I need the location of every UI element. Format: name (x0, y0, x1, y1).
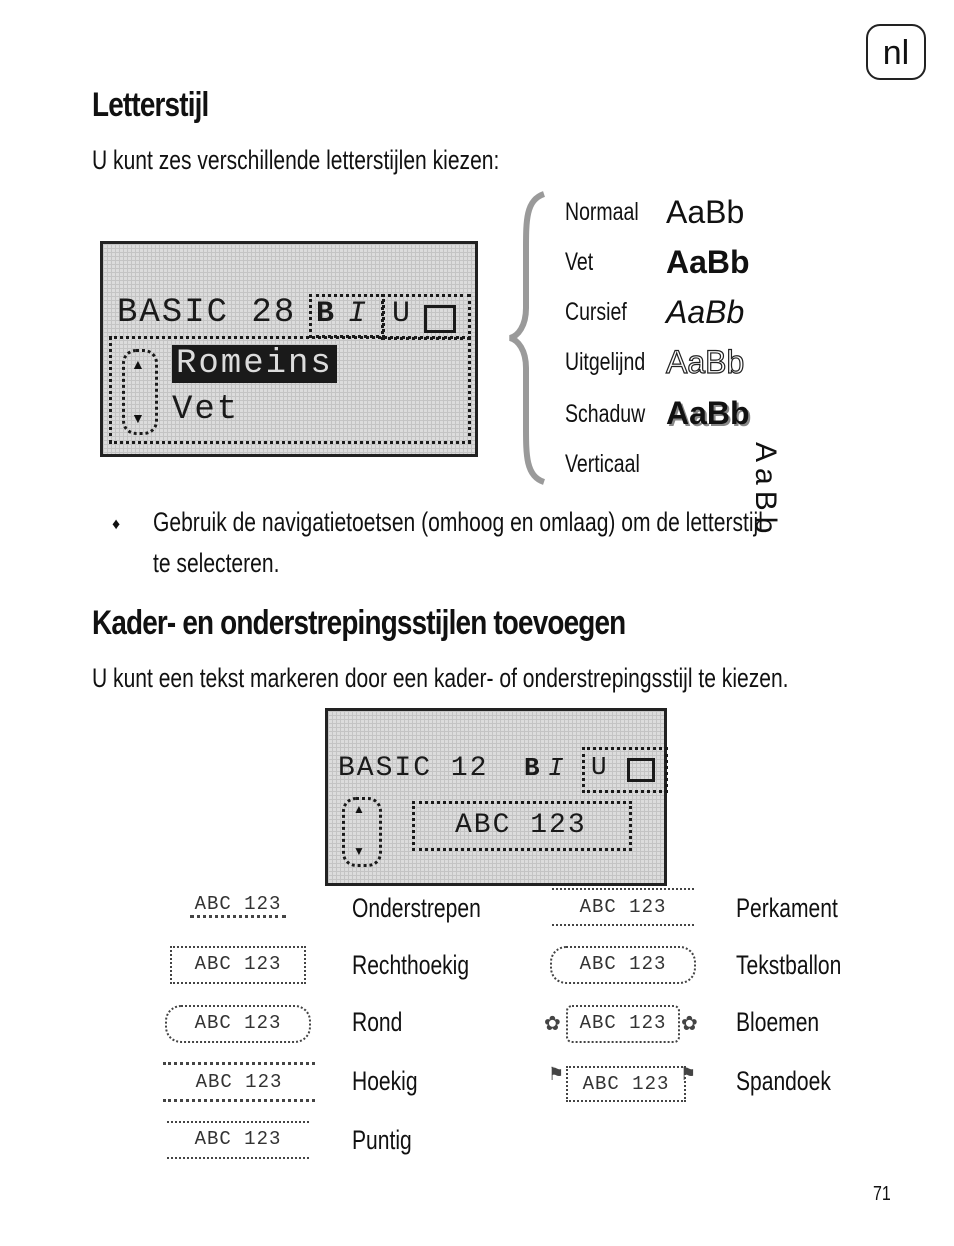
style-sample-normaal: AaBb (666, 194, 745, 230)
page-number: 71 (873, 1183, 891, 1205)
frame-label-spandoek: Spandoek (736, 1066, 831, 1096)
frame-label-puntig: Puntig (352, 1125, 412, 1155)
section2-intro: U kunt een tekst markeren door een kader- of onderstrepingsstijl te kiezen. (92, 663, 789, 693)
lcd-scroll-indicator: ▲ ▼ (122, 349, 158, 435)
style-sample-cursief: AaBb (666, 294, 745, 330)
style-label-vet: Vet (565, 248, 594, 276)
lcd-menu-box (109, 336, 471, 444)
frame-label-perkament: Perkament (736, 893, 838, 923)
lcd2-sample-text: ABC 123 (455, 810, 587, 841)
lcd-frame-icons: U (381, 294, 471, 340)
flower-left-icon: ✿ (544, 1013, 561, 1035)
lcd2-scroll-indicator: ▲ ▼ (342, 797, 382, 867)
frame-sample-rechthoekig: ABC 123 (170, 946, 306, 984)
lcd-screen-frame-style (325, 708, 667, 886)
frame-label-hoekig: Hoekig (352, 1066, 418, 1096)
frame-label-tekstballon: Tekstballon (736, 950, 842, 980)
bullet-icon: ♦ (112, 516, 121, 533)
style-sample-schaduw: AaBb (666, 395, 750, 431)
language-badge: nl (866, 24, 926, 80)
frame-label-rechthoekig: Rechthoekig (352, 950, 470, 980)
lcd2-top-line: BASIC 12 (338, 753, 489, 784)
lcd-font-style-icons: B I (309, 294, 385, 338)
section-title-letterstijl: Letterstijl (92, 86, 209, 124)
frame-sample-perkament: ABC 123 (552, 888, 694, 926)
style-sample-uitgelijnd: AaBb (666, 344, 745, 380)
frame-sample-puntig: ABC 123 (167, 1121, 309, 1159)
style-sample-vet: AaBb (666, 244, 750, 280)
style-label-verticaal: Verticaal (565, 450, 640, 478)
section1-intro: U kunt zes verschillende letterstijlen kiezen: (92, 145, 500, 175)
style-label-uitgelijnd: Uitgelijnd (565, 348, 646, 376)
style-label-normaal: Normaal (565, 198, 639, 226)
banner-right-icon: ⚑ (680, 1064, 697, 1084)
frame-label-onderstrepen: Onderstrepen (352, 893, 481, 923)
lcd-second-option: Vet (172, 391, 240, 429)
banner-left-icon: ⚑ (548, 1064, 565, 1084)
frame-sample-spandoek: ABC 123 (566, 1066, 686, 1102)
lcd-top-line: BASIC 28 (117, 294, 297, 332)
frame-sample-tekstballon: ABC 123 (550, 946, 696, 984)
flower-right-icon: ✿ (681, 1013, 698, 1035)
frame-label-bloemen: Bloemen (736, 1007, 820, 1037)
instruction-line-1: Gebruik de navigatietoetsen (omhoog en omlaag) om de letterstijl (153, 507, 763, 537)
frame-label-rond: Rond (352, 1007, 403, 1037)
frame-sample-hoekig: ABC 123 (163, 1062, 315, 1102)
lcd-selected-option: Romeins (172, 345, 337, 383)
lcd-screen-font-style (100, 241, 478, 457)
lcd2-font-style-icons: B I (524, 753, 566, 783)
style-label-cursief: Cursief (565, 298, 627, 326)
style-sample-verticaal: AaBb (749, 442, 782, 540)
style-label-schaduw: Schaduw (565, 400, 646, 428)
frame-sample-onderstrepen: ABC 123 (190, 893, 286, 918)
section-title-kader: Kader- en onderstrepingsstijlen toevoegen (92, 604, 626, 642)
lcd2-frame-preview (412, 801, 632, 851)
frame-sample-bloemen: ABC 123 (566, 1005, 680, 1043)
brace-graphic (508, 190, 548, 486)
frame-sample-rond: ABC 123 (165, 1005, 311, 1043)
lcd2-frame-icons: U (582, 747, 668, 793)
instruction-line-2: te selecteren. (153, 548, 280, 578)
